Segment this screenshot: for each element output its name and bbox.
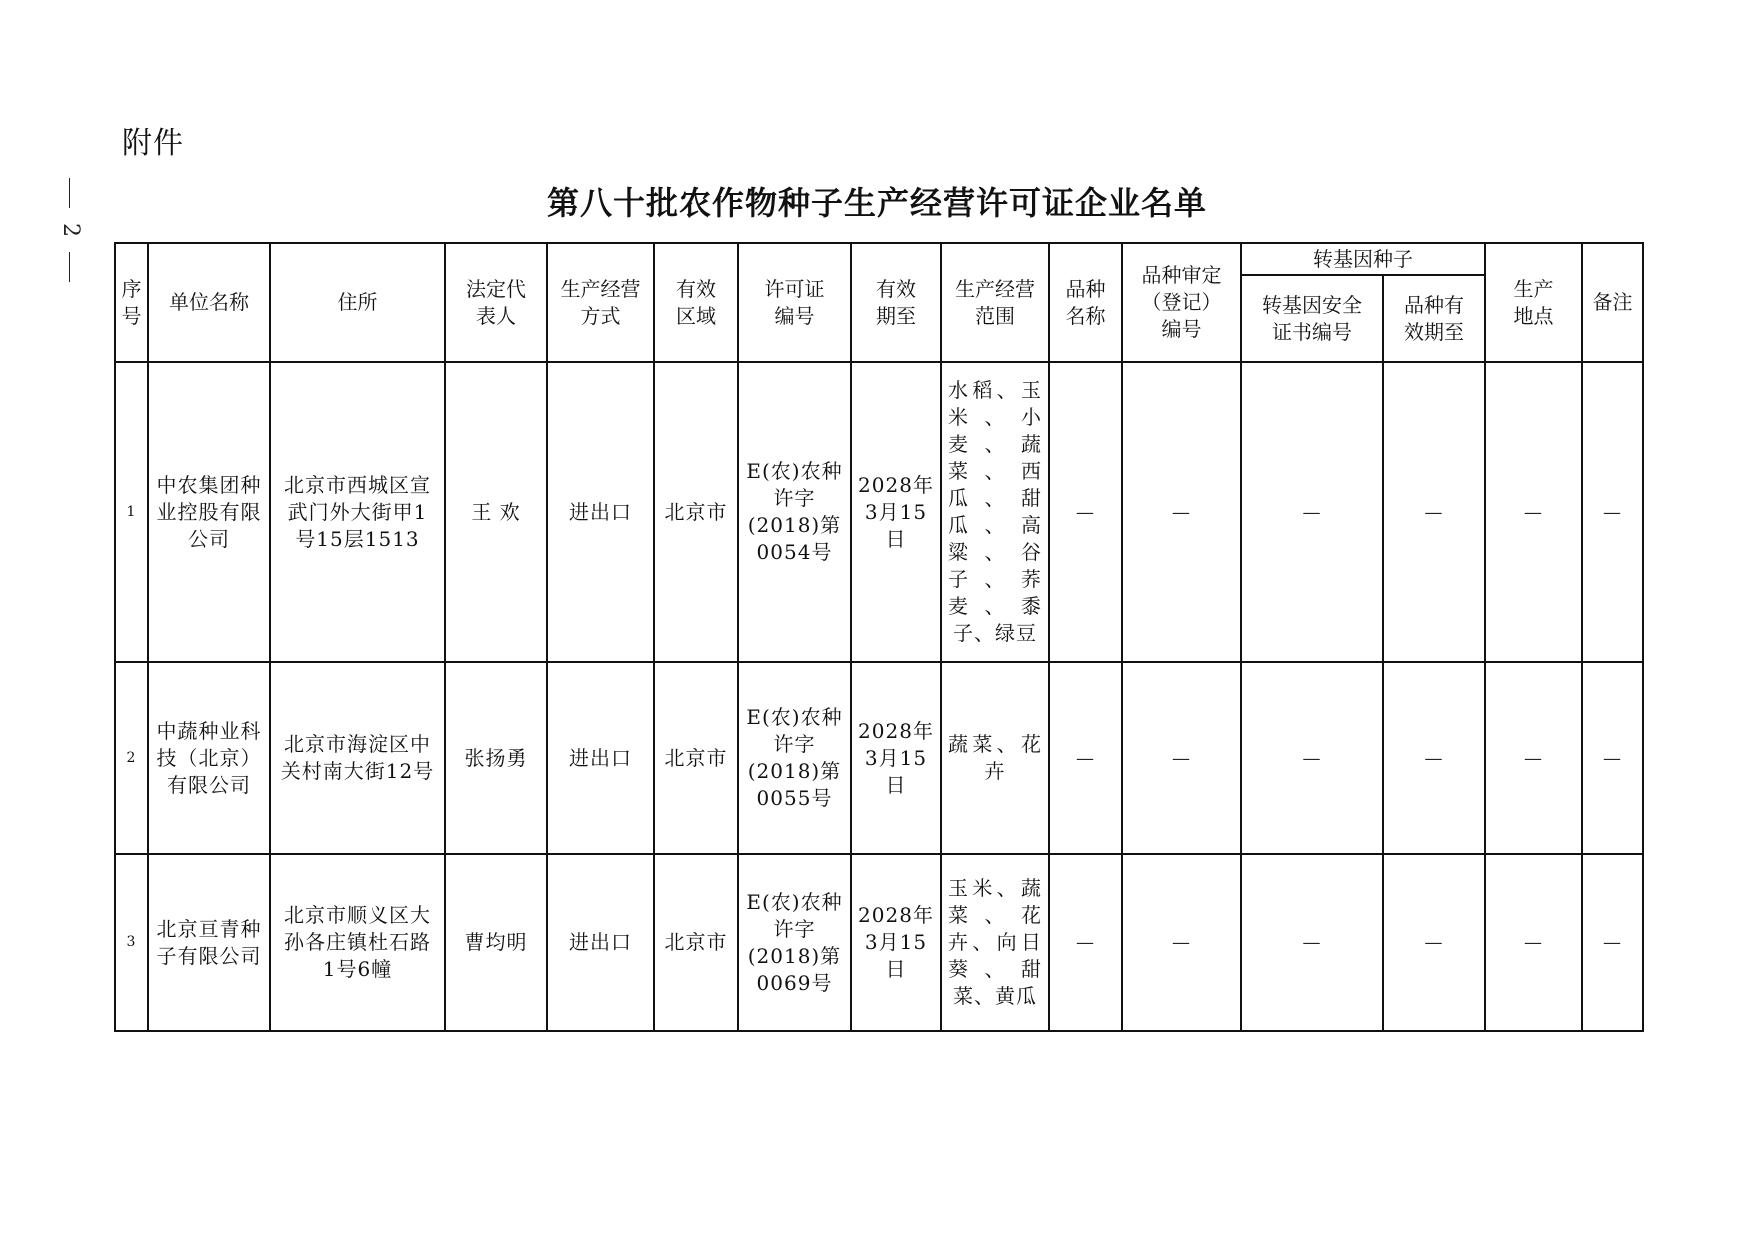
cell-variety-reg-no: — — [1122, 362, 1241, 662]
header-region: 有效区域 — [654, 243, 738, 362]
header-seq: 序号 — [115, 243, 148, 362]
cell-valid-until: 2028年3月15日 — [851, 662, 941, 854]
cell-production-site: — — [1485, 362, 1582, 662]
cell-unit-name: 中农集团种业控股有限公司 — [148, 362, 270, 662]
cell-legal-rep: 王 欢 — [445, 362, 547, 662]
cell-license-no: E(农)农种许字(2018)第0069号 — [738, 854, 851, 1031]
cell-mode: 进出口 — [547, 854, 654, 1031]
cell-gm-cert-no: — — [1241, 854, 1383, 1031]
header-remarks: 备注 — [1582, 243, 1643, 362]
cell-gm-cert-no: — — [1241, 362, 1383, 662]
header-gm-cert-no: 转基因安全证书编号 — [1241, 275, 1383, 362]
header-unit-name: 单位名称 — [148, 243, 270, 362]
cell-address: 北京市西城区宣武门外大街甲1号15层1513 — [270, 362, 445, 662]
cell-gm-valid-until: — — [1383, 362, 1485, 662]
header-license-no: 许可证编号 — [738, 243, 851, 362]
header-scope: 生产经营范围 — [941, 243, 1049, 362]
cell-scope: 蔬菜、花卉 — [941, 662, 1049, 854]
header-valid-until: 有效期至 — [851, 243, 941, 362]
page-number-dash-bottom — [69, 252, 70, 282]
cell-variety-name: — — [1049, 662, 1122, 854]
cell-region: 北京市 — [654, 662, 738, 854]
cell-seq: 2 — [115, 662, 148, 854]
cell-scope: 玉米、蔬菜、花卉、向日葵、甜菜、黄瓜 — [941, 854, 1049, 1031]
cell-legal-rep: 曹均明 — [445, 854, 547, 1031]
document-title: 第八十批农作物种子生产经营许可证企业名单 — [546, 184, 1207, 222]
cell-mode: 进出口 — [547, 362, 654, 662]
cell-seq: 3 — [115, 854, 148, 1031]
header-mode: 生产经营方式 — [547, 243, 654, 362]
cell-production-site: — — [1485, 662, 1582, 854]
cell-region: 北京市 — [654, 854, 738, 1031]
header-gm-group: 转基因种子 — [1241, 243, 1485, 275]
cell-production-site: — — [1485, 854, 1582, 1031]
cell-remarks: — — [1582, 854, 1643, 1031]
header-gm-valid-until: 品种有效期至 — [1383, 275, 1485, 362]
cell-variety-reg-no: — — [1122, 662, 1241, 854]
cell-license-no: E(农)农种许字(2018)第0055号 — [738, 662, 851, 854]
cell-remarks: — — [1582, 362, 1643, 662]
header-legal-rep: 法定代表人 — [445, 243, 547, 362]
license-table — [114, 242, 1644, 1032]
cell-address: 北京市海淀区中关村南大街12号 — [270, 662, 445, 854]
header-variety-name: 品种名称 — [1049, 243, 1122, 362]
cell-gm-cert-no: — — [1241, 662, 1383, 854]
cell-valid-until: 2028年3月15日 — [851, 362, 941, 662]
cell-seq: 1 — [115, 362, 148, 662]
cell-scope: 水稻、玉米、小麦、蔬菜、西瓜、甜瓜、高粱、谷子、荞麦、黍子、绿豆 — [941, 362, 1049, 662]
cell-gm-valid-until: — — [1383, 854, 1485, 1031]
page-number: 2 — [58, 223, 84, 237]
header-variety-reg-no: 品种审定（登记）编号 — [1122, 243, 1241, 362]
cell-license-no: E(农)农种许字(2018)第0054号 — [738, 362, 851, 662]
cell-unit-name: 中蔬种业科技（北京）有限公司 — [148, 662, 270, 854]
cell-remarks: — — [1582, 662, 1643, 854]
cell-gm-valid-until: — — [1383, 662, 1485, 854]
cell-variety-reg-no: — — [1122, 854, 1241, 1031]
cell-address: 北京市顺义区大孙各庄镇杜石路1号6幢 — [270, 854, 445, 1031]
cell-legal-rep: 张扬勇 — [445, 662, 547, 854]
cell-mode: 进出口 — [547, 662, 654, 854]
cell-variety-name: — — [1049, 362, 1122, 662]
cell-unit-name: 北京亘青种子有限公司 — [148, 854, 270, 1031]
cell-valid-until: 2028年3月15日 — [851, 854, 941, 1031]
header-production-site: 生产地点 — [1485, 243, 1582, 362]
table-row — [115, 662, 1643, 854]
header-row-top — [115, 243, 1643, 275]
cell-region: 北京市 — [654, 362, 738, 662]
table-row — [115, 362, 1643, 662]
attachment-label: 附件 — [122, 126, 184, 161]
table-row — [115, 854, 1643, 1031]
cell-variety-name: — — [1049, 854, 1122, 1031]
header-address: 住所 — [270, 243, 445, 362]
